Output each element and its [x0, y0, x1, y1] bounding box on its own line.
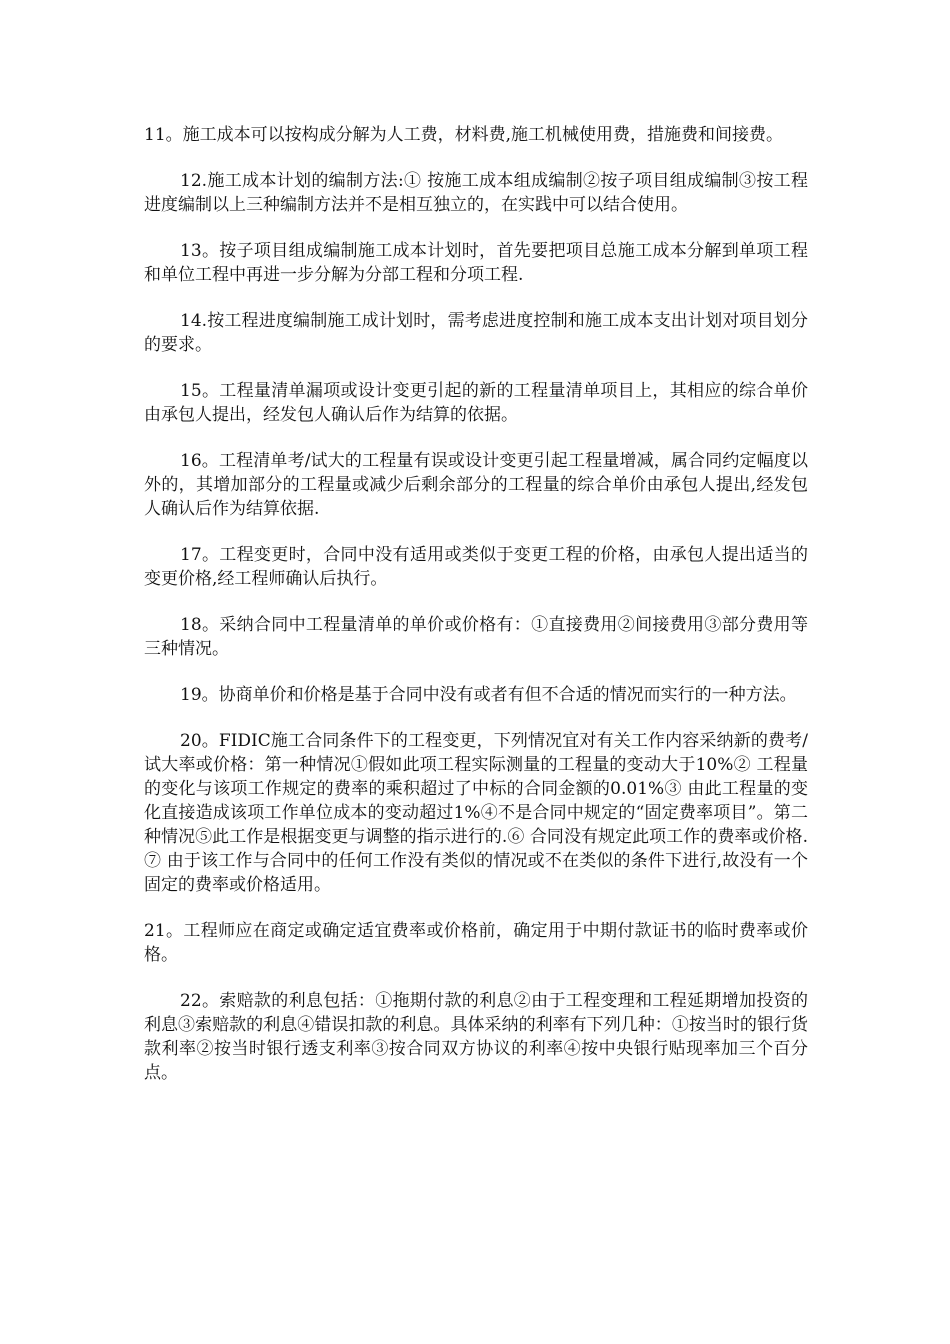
- document-body: [144, 123, 808, 1107]
- paragraph-16: 16。工程清单考/试大的工程量有误或设计变更引起工程量增减，属合同约定幅度以外的，其增加部分的工程量或减少后剩余部分的工程量的综合单价由承包人提出,经发包人确认后作为结算依据.: [144, 451, 808, 519]
- paragraph-14: 14.按工程进度编制施工成计划时，需考虑进度控制和施工成本支出计划对项目划分的要求。: [144, 311, 808, 355]
- paragraph-17: 17。工程变更时，合同中没有适用或类似于变更工程的价格，由承包人提出适当的变更价格,经工程师确认后执行。: [144, 545, 808, 589]
- paragraph-11: 11。施工成本可以按构成分解为人工费，材料费,施工机械使用费，措施费和间接费。: [144, 125, 784, 145]
- paragraph-19: 19。协商单价和价格是基于合同中没有或者有但不合适的情况而实行的一种方法。: [180, 685, 797, 705]
- paragraph-20: 20。FIDIC施工合同条件下的工程变更，下列情况宜对有关工作内容采纳新的费考/试大率或价格：第一种情况①假如此项工程实际测量的工程量的变动大于10%② 工程量的变化与该项工作规定的费率的乘积超过了中标的合同金额的0.01%③ 由此工程量的变化直接造成该项工作单位成本的变动超过1%④不是合同中规定的“固定费率项目”。第二种情况⑤此工作是根据变更与调整的指示进行的.⑥ 合同没有规定此项工作的费率或价格.⑦ 由于该工作与合同中的任何工作没有类似的情况或不在类似的条件下进行,故没有一个固定的费率或价格适用。: [144, 731, 808, 895]
- paragraph-22: 22。索赔款的利息包括：①拖期付款的利息②由于工程变理和工程延期增加投资的利息③索赔款的利息④错误扣款的利息。具体采纳的利率有下列几种：①按当时的银行货款利率②按当时银行透支利率③按合同双方协议的利率④按中央银行贴现率加三个百分点。: [144, 991, 808, 1083]
- paragraph-21: 21。工程师应在商定或确定适宜费率或价格前，确定用于中期付款证书的临时费率或价格。: [144, 921, 808, 965]
- paragraph-12: 12.施工成本计划的编制方法:① 按施工成本组成编制②按子项目组成编制③按工程进度编制以上三种编制方法并不是相互独立的，在实践中可以结合使用。: [144, 171, 808, 215]
- paragraph-18: 18。采纳合同中工程量清单的单价或价格有：①直接费用②间接费用③部分费用等三种情况。: [144, 615, 808, 659]
- paragraph-15: 15。工程量清单漏项或设计变更引起的新的工程量清单项目上，其相应的综合单价由承包人提出，经发包人确认后作为结算的依据。: [144, 381, 808, 425]
- paragraph-13: 13。按子项目组成编制施工成本计划时，首先要把项目总施工成本分解到单项工程和单位工程中再进一步分解为分部工程和分项工程.: [144, 241, 808, 285]
